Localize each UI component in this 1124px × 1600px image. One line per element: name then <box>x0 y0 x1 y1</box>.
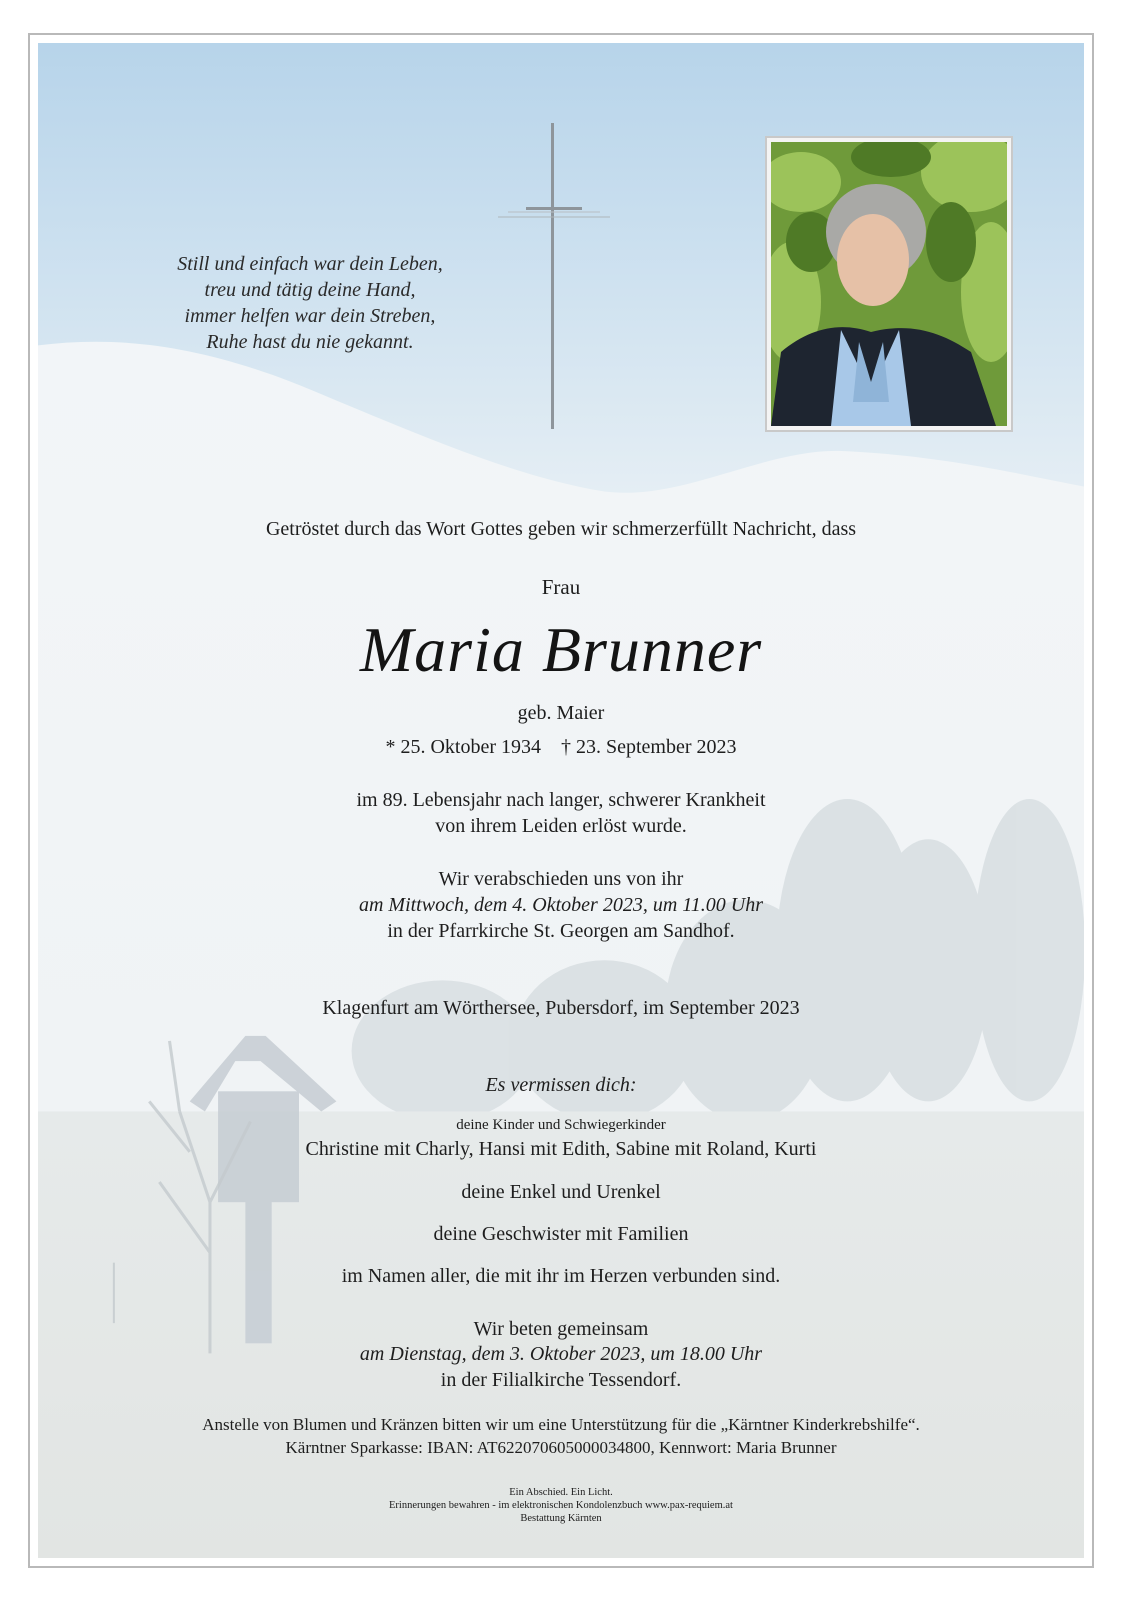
grandchildren: deine Enkel und Urenkel <box>461 1181 661 1203</box>
farewell-date: am Mittwoch, dem 4. Oktober 2023, um 11.00 Uhr <box>358 894 764 916</box>
prayer-location: in der Filialkirche Tessendorf. <box>440 1369 682 1391</box>
donation-bank: Kärntner Sparkasse: IBAN: AT622070605000034800, Kennwort: Maria Brunner <box>285 1438 837 1457</box>
death-date: † 23. September 2023 <box>561 736 737 758</box>
siblings: deine Geschwister mit Familien <box>433 1223 689 1245</box>
portrait-image <box>771 142 1007 426</box>
notice-panel <box>38 43 1084 1558</box>
portrait-photo <box>765 136 1013 432</box>
place-date: Klagenfurt am Wörthersee, Pubersdorf, im September 2023 <box>322 997 800 1019</box>
notice-frame <box>28 33 1094 1568</box>
passing-line: im 89. Lebensjahr nach langer, schwerer Krankheit <box>356 789 766 811</box>
birth-name: geb. Maier <box>517 702 605 724</box>
life-dates <box>38 736 1084 759</box>
poem <box>128 251 492 355</box>
footer-line: Ein Abschied. Ein Licht. <box>509 1487 613 1498</box>
all-mourners: im Namen aller, die mit ihr im Herzen verbunden sind. <box>341 1265 781 1287</box>
cross-icon <box>498 123 610 429</box>
poem-line: Ruhe hast du nie gekannt. <box>206 331 414 353</box>
poem-line: immer helfen war dein Streben, <box>184 305 436 327</box>
children-label: deine Kinder und Schwiegerkinder <box>456 1117 666 1133</box>
prayer-date: am Dienstag, dem 3. Oktober 2023, um 18.00 Uhr <box>359 1343 763 1365</box>
farewell-location: in der Pfarrkirche St. Georgen am Sandhof. <box>387 920 735 942</box>
farewell-line: Wir verabschieden uns von ihr <box>438 868 684 890</box>
deceased-name: Maria Brunner <box>359 614 763 685</box>
intro-text: Getröstet durch das Wort Gottes geben wir schmerzerfüllt Nachricht, dass <box>265 518 857 540</box>
prayer-line: Wir beten gemeinsam <box>473 1318 649 1340</box>
birth-date: * 25. Oktober 1934 <box>385 736 541 758</box>
children-names: Christine mit Charly, Hansi mit Edith, Sabine mit Roland, Kurti <box>305 1138 817 1160</box>
poem-line: treu und tätig deine Hand, <box>204 279 416 301</box>
poem-line: Still und einfach war dein Leben, <box>177 253 443 275</box>
mourners-heading: Es vermissen dich: <box>485 1074 637 1096</box>
salutation: Frau <box>541 575 581 599</box>
footer-line: Bestattung Kärnten <box>520 1513 602 1524</box>
donation-request: Anstelle von Blumen und Kränzen bitten wir um eine Unterstützung für die „Kärntner Kinderkrebshilfe“. <box>202 1415 920 1434</box>
passing-line: von ihrem Leiden erlöst wurde. <box>435 815 687 837</box>
footer-line: Erinnerungen bewahren - im elektronischen Kondolenzbuch www.pax-requiem.at <box>389 1500 733 1511</box>
